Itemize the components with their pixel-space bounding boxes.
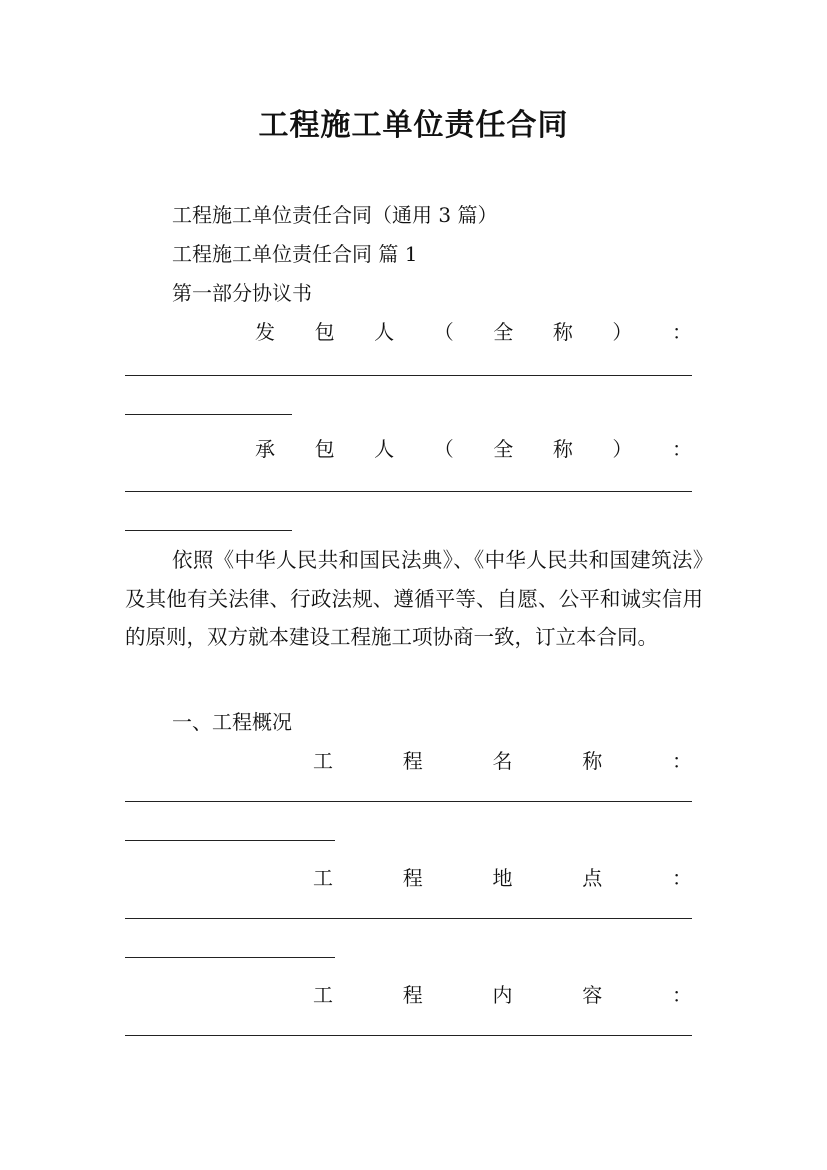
project-name-char: 名 xyxy=(492,749,513,773)
project-location-char: ： xyxy=(672,866,692,890)
contractor-label-char: 全 xyxy=(493,437,514,461)
project-location-fill-line xyxy=(125,957,335,958)
project-content-char: 内 xyxy=(492,983,513,1007)
project-name-char: 称 xyxy=(582,749,603,773)
contractor-label-char: 人 xyxy=(374,437,395,461)
project-name-char: 工 xyxy=(313,749,333,773)
subtitle: 工程施工单位责任合同（通用 3 篇） xyxy=(172,203,498,227)
employer-label-char: 称 xyxy=(552,320,573,344)
project-location-char: 地 xyxy=(492,866,513,890)
project-name-char: ： xyxy=(672,749,692,773)
contractor-label-char: ） xyxy=(612,437,633,461)
part-heading: 第一部分协议书 xyxy=(172,281,312,305)
document-title: 工程施工单位责任合同 xyxy=(258,108,569,143)
contractor-label-char: ： xyxy=(671,437,692,461)
project-content-char: 工 xyxy=(313,983,333,1007)
project-content-char: 容 xyxy=(582,983,603,1007)
project-location-label xyxy=(313,862,692,891)
project-content-char: ： xyxy=(672,983,692,1007)
project-location-char: 程 xyxy=(402,866,423,890)
project-name-label xyxy=(313,745,692,774)
employer-label-char: ： xyxy=(671,320,692,344)
basis-paragraph: 依照《中华人民共和国民法典》、《中华人民共和国建筑法》及其他有关法律、行政法规、遵循平等、自愿、公平和诚实信用的原则，双方就本建设工程施工项协商一致，订立本合同。 xyxy=(125,548,703,649)
contractor-fill-line xyxy=(125,530,292,531)
contractor-fill-line xyxy=(125,491,692,492)
project-location-char: 点 xyxy=(582,866,603,890)
employer-label-char: （ xyxy=(433,320,454,344)
overview-heading: 一、工程概况 xyxy=(172,710,292,734)
section-heading: 工程施工单位责任合同 篇 1 xyxy=(172,242,418,266)
employer-fill-line xyxy=(125,375,692,376)
contractor-label-char: 称 xyxy=(552,437,573,461)
project-content-label xyxy=(313,979,692,1008)
employer-label xyxy=(255,316,692,345)
employer-label-char: 人 xyxy=(374,320,395,344)
employer-label-char: 全 xyxy=(493,320,514,344)
project-name-char: 程 xyxy=(402,749,423,773)
project-location-char: 工 xyxy=(313,866,333,890)
contractor-label-char: 承 xyxy=(255,437,275,461)
project-name-fill-line xyxy=(125,840,335,841)
contractor-label-char: 包 xyxy=(314,437,335,461)
contractor-label xyxy=(255,433,692,462)
employer-label-char: 发 xyxy=(255,320,275,344)
project-content-char: 程 xyxy=(402,983,423,1007)
employer-label-char: 包 xyxy=(314,320,335,344)
employer-fill-line xyxy=(125,414,292,415)
employer-label-char: ） xyxy=(612,320,633,344)
project-content-fill-line xyxy=(125,1035,692,1036)
contractor-label-char: （ xyxy=(433,437,454,461)
project-name-fill-line xyxy=(125,801,692,802)
project-location-fill-line xyxy=(125,918,692,919)
